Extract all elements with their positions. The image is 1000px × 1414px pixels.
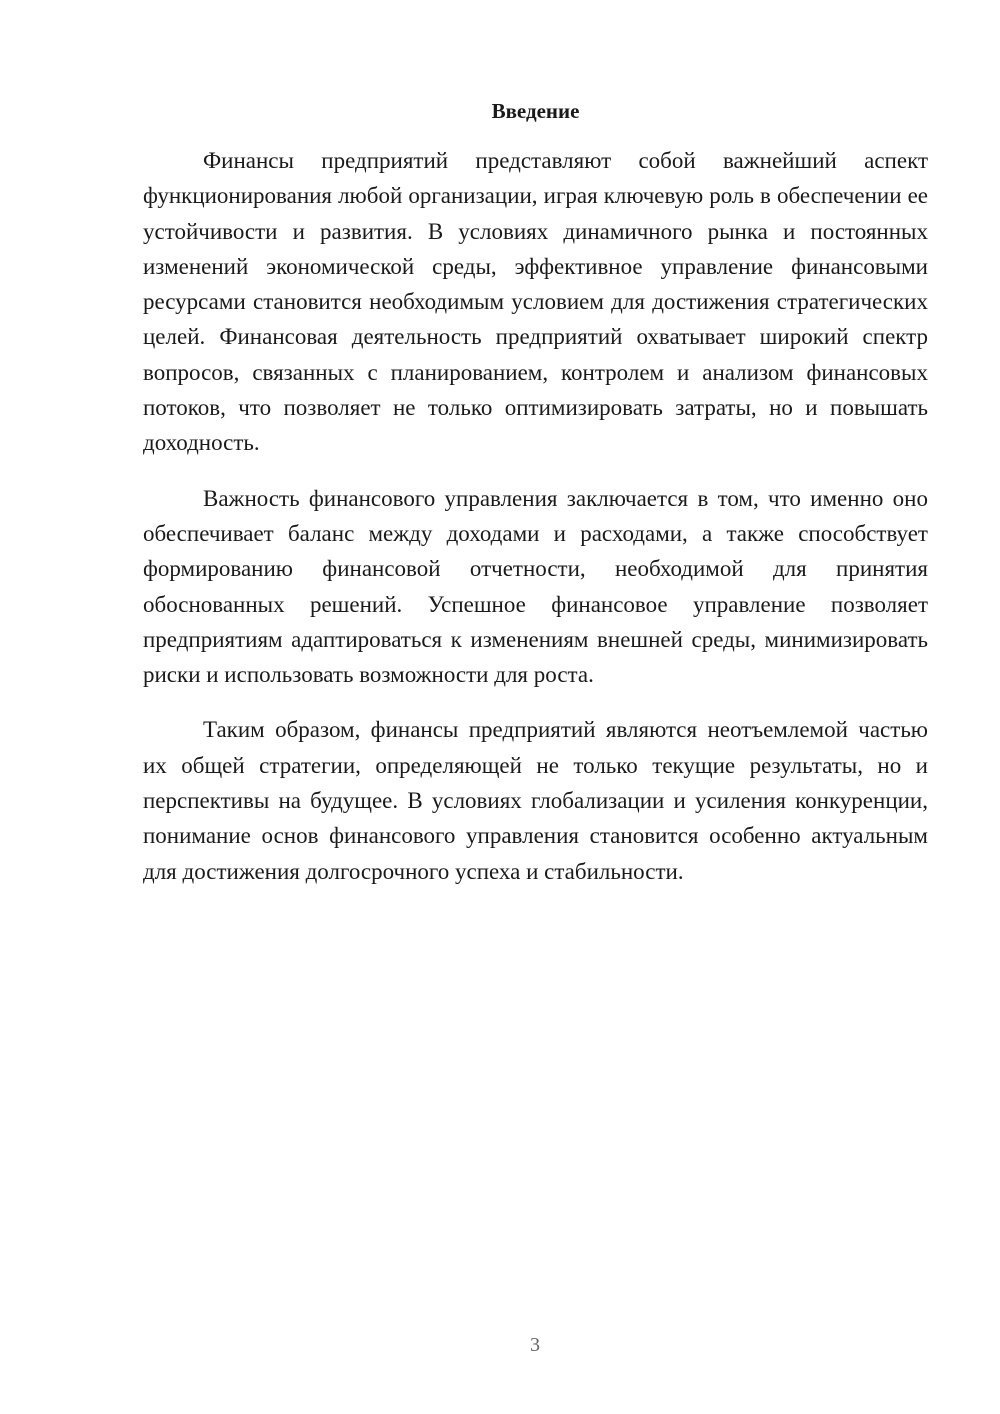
paragraph-2: Важность финансового управления заключается в том, что именно оно обеспечивает баланс между доходами и расходами, а также способствует формированию финансовой отчетности, необходимой для принятия обоснованных решений. Успешное финансовое управление позволяет предприятиям адаптироваться к изменениям внешней среды, минимизировать риски и использовать возможности для роста. xyxy=(143,485,928,688)
page-number: 3 xyxy=(530,1334,540,1356)
document-body xyxy=(143,143,928,909)
paragraph-1: Финансы предприятий представляют собой важнейший аспект функционирования любой организации, играя ключевую роль в обеспечении ее устойчивости и развития. В условиях динамичного рынка и постоянных изменений экономической среды, эффективное управление финансовыми ресурсами становится необходимым условием для достижения стратегических целей. Финансовая деятельность предприятий охватывает широкий спектр вопросов, связанных с планированием, контролем и анализом финансовых потоков, что позволяет не только оптимизировать затраты, но и повышать доходность. xyxy=(143,148,928,456)
section-title: Введение xyxy=(491,99,580,123)
paragraph-3: Таким образом, финансы предприятий являются неотъемлемой частью их общей стратегии, определяющей не только текущие результаты, но и перспективы на будущее. В условиях глобализации и усиления конкуренции, понимание основ финансового управления становится особенно актуальным для достижения долгосрочного успеха и стабильности. xyxy=(143,717,928,884)
